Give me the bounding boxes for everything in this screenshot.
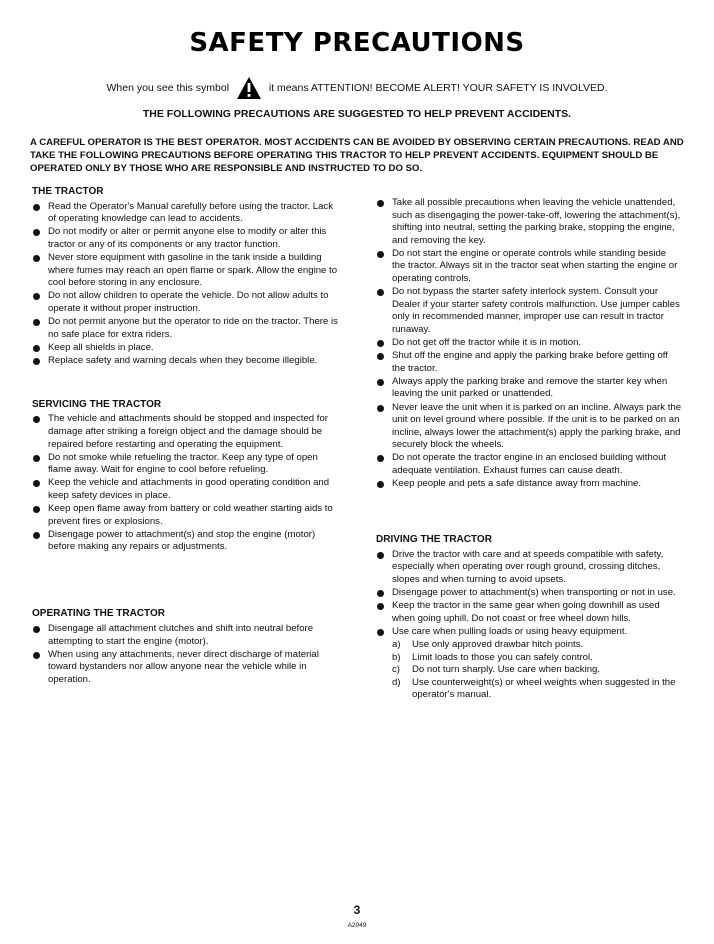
driving-sub-list [376, 639, 682, 702]
list-item: Keep the vehicle and attachments in good operating condition and keep safety devices in place. [32, 477, 338, 502]
suggested-heading: THE FOLLOWING PRECAUTIONS ARE SUGGESTED TO HELP PREVENT ACCIDENTS. [142, 108, 572, 120]
list-item: Do not allow children to operate the vehicle. Do not allow adults to operate it without proper instruction. [32, 290, 338, 315]
list-item: Keep people and pets a safe distance away from machine. [376, 478, 682, 491]
list-item: Do not bypass the starter safety interlock system. Consult your Dealer if your starter safety controls malfunction. Use jumper cables only in recommended manner, improper use can result in tractor runaway. [376, 286, 682, 336]
list-item: The vehicle and attachments should be stopped and inspected for damage after striking a foreign object and the damage should be repaired before restarting and operating the equipment. [32, 413, 338, 451]
list-item: Do not start the engine or operate controls while standing beside the tractor. Always sit in the tractor seat when starting the engine or operating controls. [376, 248, 682, 286]
intro-paragraph: A CAREFUL OPERATOR IS THE BEST OPERATOR. MOST ACCIDENTS CAN BE AVOIDED BY OBSERVING CERTAIN PRECAUTIONS. READ AND TAKE THE FOLLOWING PRECAUTIONS BEFORE OPERATING THIS TRACTOR TO HELP PREVENT ACCIDENTS. EQUIPMENT SHOULD BE OPERATED ONLY BY THOSE WHO ARE RESPONSIBLE AND INSTRUCTED TO DO SO. [30, 137, 684, 174]
list-item: Disengage power to attachment(s) and stop the engine (motor) before making any repairs or adjustments. [32, 529, 338, 554]
list-item: Read the Operator's Manual carefully before using the tractor. Lack of operating knowledge can lead to accidents. [32, 201, 338, 226]
list-item: Do not smoke while refueling the tractor. Keep any type of open flame away. Wait for engine to cool before refueling. [32, 452, 338, 477]
sub-list-item: c) Do not turn sharply. Use care when backing. [392, 664, 601, 676]
page-number: 3 [353, 903, 361, 917]
section-title-servicing: SERVICING THE TRACTOR [32, 398, 162, 410]
operating-continued-list [376, 197, 682, 491]
symbol-text-after: it means ATTENTION! BECOME ALERT! YOUR SAFETY IS INVOLVED. [268, 81, 608, 94]
list-item: Disengage all attachment clutches and shift into neutral before attempting to start the engine (motor). [32, 623, 338, 648]
list-item: Shut off the engine and apply the parking brake before getting off the tractor. [376, 350, 682, 375]
list-item: Keep open flame away from battery or cold weather starting aids to prevent fires or explosions. [32, 503, 338, 528]
section-title-tractor: THE TRACTOR [32, 186, 104, 197]
list-item: Drive the tractor with care and at speeds compatible with safety, especially when operating over rough ground, crossing ditches, slopes and when turning to avoid upsets. [376, 549, 682, 587]
sub-list-item: a) Use only approved drawbar hitch points. [392, 638, 584, 650]
symbol-notice [0, 76, 714, 100]
list-item: Keep the tractor in the same gear when going downhill as used when going uphill. Do not coast or free wheel down hills. [376, 600, 682, 625]
document-code: A2049 [347, 922, 367, 929]
servicing-list [32, 413, 338, 554]
list-item: Take all possible precautions when leaving the vehicle unattended, such as disengaging the power-take-off, lowering the attachment(s), shifting into neutral, setting the parking brake, stopping the engine, and removing the key. [376, 197, 682, 247]
list-item: Disengage power to attachment(s) when transporting or not in use. [376, 587, 682, 600]
list-item: Always apply the parking brake and remove the starter key when leaving the unit parked or unattended. [376, 376, 682, 401]
list-item: Never store equipment with gasoline in the tank inside a building where fumes may reach an open flame or spark. Allow the engine to cool before storing in any enclosure. [32, 252, 338, 290]
right-column [376, 197, 682, 702]
warning-triangle-icon [236, 76, 262, 100]
list-item: Do not operate the tractor engine in an enclosed building without adequate ventilation. Exhaust fumes can cause death. [376, 452, 682, 477]
sub-list-item: b) Limit loads to those you can safely control. [392, 651, 593, 663]
list-item: Do not get off the tractor while it is in motion. [376, 337, 682, 350]
list-item: Keep all shields in place. [32, 342, 338, 355]
symbol-text-before: When you see this symbol [106, 81, 230, 94]
section-title-driving: DRIVING THE TRACTOR [376, 534, 492, 546]
list-item: Replace safety and warning decals when they become illegible. [32, 355, 338, 368]
section-title-operating: OPERATING THE TRACTOR [32, 608, 165, 620]
left-column [32, 186, 338, 687]
list-item: When using any attachments, never direct discharge of material toward bystanders nor allow anyone near the vehicle while in operation. [32, 649, 338, 687]
list-item: Do not permit anyone but the operator to ride on the tractor. There is no safe place for extra riders. [32, 316, 338, 341]
sub-list-item: d) Use counterweight(s) or wheel weights when suggested in the operator's manual. [392, 676, 676, 701]
page-title: SAFETY PRECAUTIONS [189, 28, 525, 58]
driving-list [376, 549, 682, 639]
list-item: Do not modify or alter or permit anyone else to modify or alter this tractor or any of its components or any tractor function. [32, 226, 338, 251]
tractor-list [32, 201, 338, 368]
list-item: Never leave the unit when it is parked on an incline. Always park the unit on level ground where possible. If the unit is to be parked on an incline, always lower the attachment(s) apply the parking brake, and securely block the wheels. [376, 402, 682, 452]
operating-list [32, 623, 338, 686]
list-item: Use care when pulling loads or using heavy equipment. [376, 626, 682, 639]
